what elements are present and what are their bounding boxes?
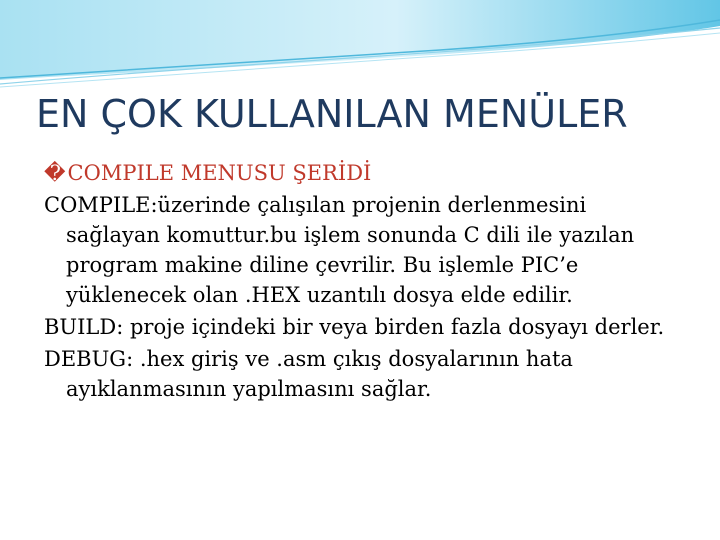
subheading-text: COMPILE MENUSU ŞERİDİ — [67, 161, 372, 185]
bullet-icon: � — [44, 161, 66, 185]
paragraph-build: BUILD: proje içindeki bir veya birden fazla dosyayı derler. — [44, 315, 665, 339]
section-subheading — [44, 158, 684, 188]
paragraph-debug: DEBUG: .hex giriş ve .asm çıkış dosyalarının hata ayıklanmasının yapılmasını sağlar. — [44, 347, 573, 401]
paragraph-compile: COMPILE:üzerinde çalışılan projenin derlenmesini sağlayan komuttur.bu işlem sonunda C dili ile yazılan program makine diline çevrilir. Bu işlemle PIC’e yüklenecek olan .HEX uzantılı dosya elde edilir. — [44, 193, 635, 307]
slide-title: EN ÇOK KULLANILAN MENÜLER — [36, 92, 628, 136]
slide-body — [44, 158, 684, 404]
decorative-wave-header — [0, 0, 720, 90]
